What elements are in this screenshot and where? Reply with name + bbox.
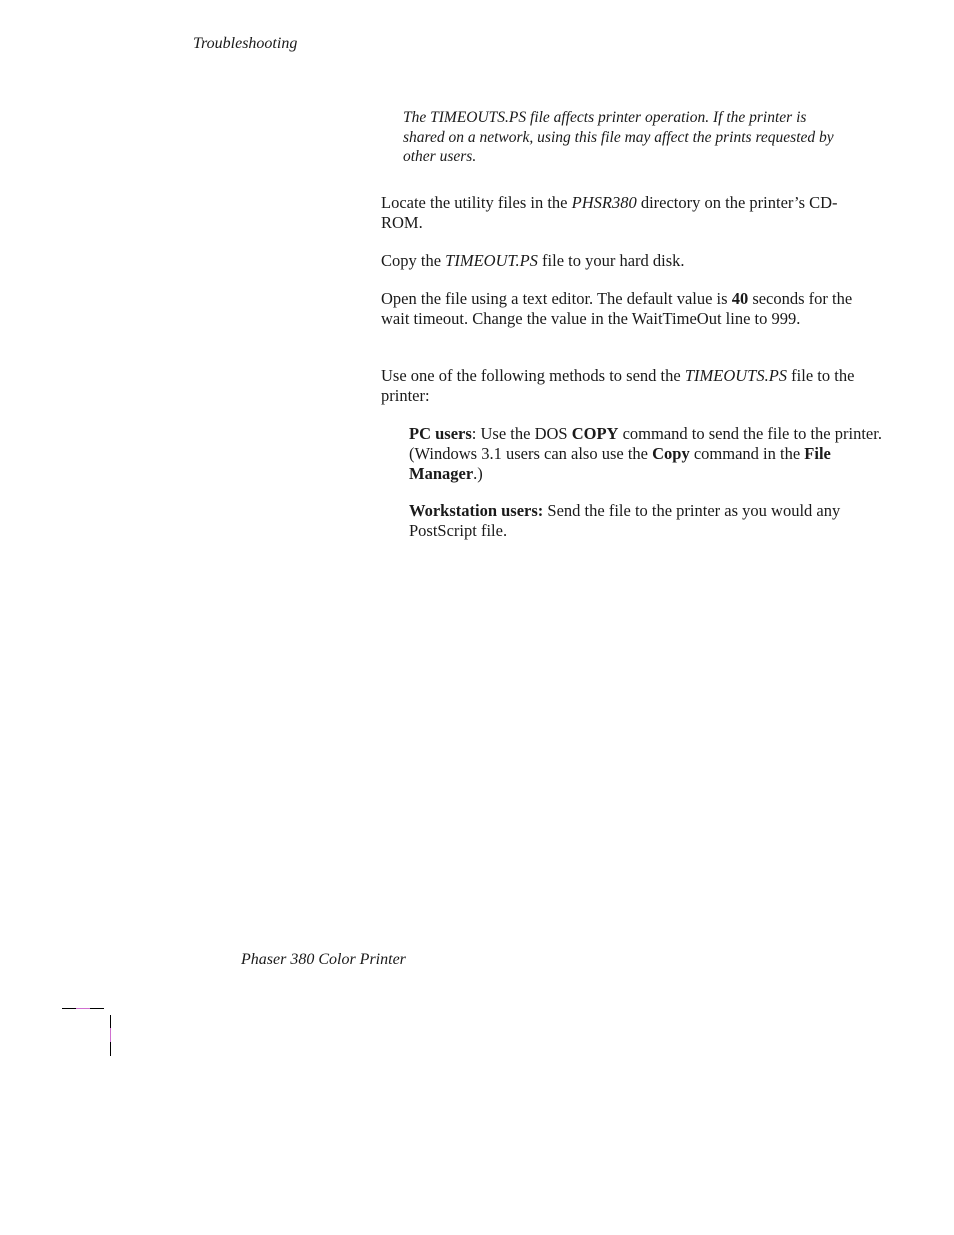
running-header: Troubleshooting [193, 35, 298, 52]
step-text: Open the file using a text editor. The default value is [381, 289, 732, 308]
app-name: File Manager [409, 444, 831, 483]
method-text: .) [473, 464, 483, 483]
step-send-file [381, 366, 871, 406]
crop-mark-horizontal-accent [76, 1008, 90, 1009]
command-name: Copy [652, 444, 690, 463]
default-value: 40 [731, 289, 749, 308]
method-text: Send the file to the printer as you would any PostScript file. [409, 501, 841, 540]
file-name: TIMEOUT.PS [445, 251, 538, 270]
crop-mark-vertical-accent [110, 1028, 111, 1042]
method-text: command in the [689, 444, 805, 463]
step-copy-file [381, 251, 871, 271]
file-name: TIMEOUTS.PS [684, 366, 788, 385]
step-text: file to the printer: [381, 366, 855, 405]
step-text: Use one of the following methods to send the [381, 366, 685, 385]
running-footer: Phaser 380 Color Printer [241, 951, 406, 968]
command-name: COPY [571, 424, 619, 443]
method-label: Workstation users: [409, 501, 544, 520]
method-pc-users [409, 424, 904, 484]
step-text: directory on the printer’s CD-ROM. [381, 193, 838, 232]
step-text: Copy the [381, 251, 446, 270]
method-text: : Use the DOS [471, 424, 572, 443]
caution-note: The TIMEOUTS.PS file affects printer operation. If the printer is shared on a network, using this file may affect the prints requested by other users. [403, 109, 834, 166]
method-text: command to send the file to the printer. (Windows 3.1 users can also use the [409, 424, 882, 463]
step-edit-file [381, 289, 871, 329]
step-text: seconds for the wait timeout. Change the value in the WaitTimeOut line to 999. [381, 289, 853, 328]
step-text: Locate the utility files in the [381, 193, 572, 212]
method-workstation-users [409, 501, 904, 541]
step-locate-files [381, 193, 871, 233]
method-label: PC users [409, 424, 472, 443]
step-text: file to your hard disk. [537, 251, 685, 270]
directory-name: PHSR380 [571, 193, 637, 212]
